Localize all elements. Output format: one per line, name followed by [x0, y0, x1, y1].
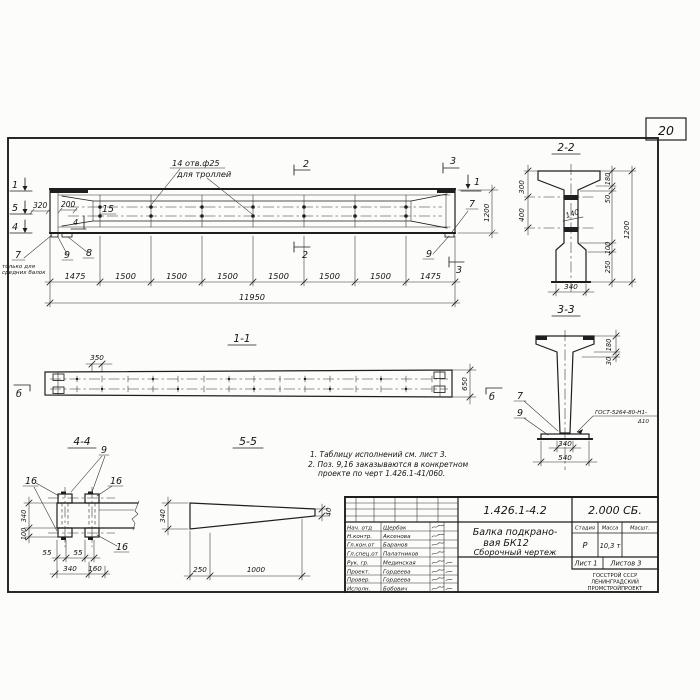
row-name-1: Аксенова: [383, 534, 411, 540]
org-line2: ЛЕНИНГРАДСКИЙ: [591, 579, 639, 586]
seg-dim-5: 1500: [319, 271, 340, 281]
row-name-0: Щербак: [383, 525, 407, 532]
pos-8: 8: [86, 248, 93, 259]
mark-b-left: б: [16, 389, 22, 400]
marker-3-top: 3: [450, 156, 457, 167]
marker-4-mid: 4: [73, 217, 79, 227]
view-1-1-title: 1-1: [233, 333, 251, 345]
pos-15: 15: [102, 204, 115, 215]
seg-dim-4: 1500: [268, 271, 289, 281]
row-name-4: Мединская: [383, 560, 416, 567]
sheet-info: Лист 1: [574, 559, 598, 568]
seg-dim-7: 1475: [420, 271, 441, 281]
note-line-3: проекте по черт 1.426.1-41/060.: [318, 469, 446, 478]
pos-16-left: 16: [25, 476, 38, 487]
dim-540-33: 540: [558, 453, 572, 462]
row-name-6: Гордеева: [383, 577, 411, 584]
dim-55-b: 55: [73, 548, 83, 557]
dim-1200-right: 1200: [482, 203, 491, 222]
row-role-6: Провер.: [347, 577, 371, 584]
dim-180-33: 180: [605, 338, 613, 352]
row-name-7: Бобович: [383, 586, 408, 593]
row-role-0: Нач. отд: [347, 525, 373, 532]
section-2-2-view: [517, 142, 636, 296]
mass-value: 10,3 т: [599, 542, 621, 550]
row-name-3: Палатников: [383, 551, 419, 558]
doc-code: 2.000 СБ.: [588, 504, 642, 517]
drawing-title-line2: вая БК12: [483, 538, 529, 549]
seg-dim-1: 1500: [115, 271, 136, 281]
note-line-2: 2. Поз. 9,16 заказываются в конкретном: [308, 460, 469, 469]
stage-label: Стадия: [575, 525, 595, 532]
dim-250-22: 250: [604, 260, 612, 274]
pos-7-left: 7: [15, 250, 22, 261]
pos-9-44: 9: [101, 445, 108, 456]
note-only-line2: средних балок: [2, 270, 46, 276]
dim-40-55: 40: [324, 507, 333, 517]
dim-340-22: 340: [564, 282, 578, 291]
dim-160-44: 160: [88, 564, 102, 573]
row-role-3: Гл.спец.от: [347, 551, 378, 558]
pos-7-right: 7: [469, 199, 476, 210]
section-2-2-title: 2-2: [557, 142, 575, 154]
org-line3: ПРОМСТРОЙПРОЕКТ: [587, 586, 643, 592]
page-number: 20: [658, 123, 674, 138]
pos-9-33: 9: [517, 408, 524, 419]
section-5-5-view: [158, 435, 333, 580]
marker-left-5: 5: [12, 203, 19, 214]
dim-320: 320: [33, 201, 48, 210]
total-dim: 11950: [238, 292, 266, 302]
dim-100-22: 100: [604, 241, 612, 255]
dim-100-44: 100: [20, 527, 28, 541]
pos-16-right-bottom: 16: [116, 542, 129, 553]
dim-650: 650: [460, 377, 469, 391]
dim-340-44: 340: [20, 509, 28, 523]
marker-2-top: 2: [303, 159, 310, 170]
main-elevation-view: [2, 156, 498, 307]
row-role-2: Гл.кон.от: [347, 542, 375, 549]
dim-1200-22: 1200: [622, 220, 631, 240]
page-number-box: [646, 118, 686, 140]
section-3-3-title: 3-3: [557, 304, 575, 316]
weld-note-line2: Δ10: [638, 419, 649, 425]
note-only-line1: только для: [2, 264, 35, 270]
pos-16-right-top: 16: [110, 476, 123, 487]
pos-7-33: 7: [517, 391, 524, 402]
seg-dim-2: 1500: [166, 271, 187, 281]
pos-9-left: 9: [64, 250, 71, 261]
pos-9-right: 9: [426, 249, 433, 260]
mass-label: Масса: [601, 525, 619, 532]
marker-2-bottom: 2: [302, 250, 309, 261]
drawing-title-line1: Балка подкрано-: [472, 527, 558, 538]
row-name-2: Баранов: [383, 542, 408, 549]
row-role-5: Проект.: [347, 569, 371, 576]
dim-250-55: 250: [193, 565, 207, 574]
general-notes: [308, 450, 469, 478]
mark-b-right: б: [489, 392, 495, 403]
marker-left-4: 4: [12, 222, 19, 233]
section-4-4-view: [20, 436, 139, 578]
section-3-3-view: [514, 304, 657, 470]
dim-340b-44: 340: [63, 564, 77, 573]
marker-3-bottom: 3: [456, 265, 463, 276]
dim-50-22: 50: [604, 194, 612, 204]
dim-300: 300: [517, 180, 526, 194]
holes-note-line1: 14 отв.ф25: [172, 158, 220, 168]
org-line1: ГОССТРОЙ СССР: [592, 573, 638, 579]
seg-dim-3: 1500: [217, 271, 238, 281]
dim-350: 350: [90, 353, 104, 362]
doc-number: 1.426.1-4.2: [483, 504, 547, 517]
dim-400: 400: [517, 208, 526, 222]
sheets-info: Листов 3: [610, 559, 642, 568]
view-5-5-title: 5-5: [239, 435, 257, 448]
dim-340-55: 340: [158, 509, 167, 523]
scale-label: Масшт.: [630, 525, 650, 532]
dim-1000-55: 1000: [246, 565, 266, 574]
note-line-1: 1. Таблицу исполнений см. лист 3.: [310, 450, 448, 459]
dim-340-33: 340: [558, 439, 572, 448]
weld-note-line1: ГОСТ-5264-80-Н1-: [595, 410, 648, 416]
plan-1-1-view: [14, 333, 502, 404]
row-role-4: Рук. гр.: [347, 560, 369, 567]
dim-55-a: 55: [42, 548, 52, 557]
marker-left-1: 1: [12, 180, 19, 191]
drawing-title-line3: Сборочный чертеж: [473, 547, 557, 557]
row-role-7: Исполн.: [347, 586, 371, 593]
marker-1-right: 1: [474, 177, 481, 188]
holes-note-line2: для троллей: [177, 169, 232, 179]
row-role-1: Н.контр.: [347, 534, 373, 540]
dim-140-web: 140: [564, 207, 581, 221]
view-4-4-title: 4-4: [73, 436, 91, 448]
stage-value: Р: [582, 540, 588, 550]
title-block: [345, 497, 658, 593]
seg-dim-6: 1500: [370, 271, 391, 281]
dim-30-33: 30: [605, 356, 613, 366]
row-name-5: Гордеева: [383, 569, 411, 576]
dim-200: 200: [61, 200, 76, 209]
dim-180-22: 180: [604, 172, 612, 186]
seg-dim-0: 1475: [64, 271, 86, 281]
